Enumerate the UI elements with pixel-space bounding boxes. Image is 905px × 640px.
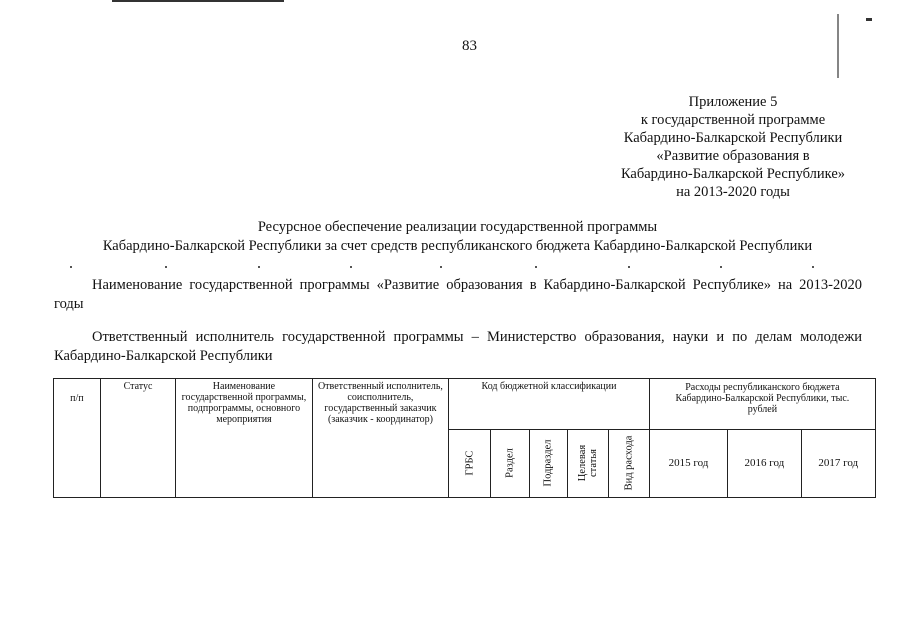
scan-dot	[165, 266, 167, 268]
scan-dot	[70, 266, 72, 268]
header-subsection	[529, 430, 568, 498]
scan-dot	[720, 266, 722, 268]
scan-dot	[440, 266, 442, 268]
header-target-text: Целевая статья	[577, 444, 600, 482]
header-name: Наименование государственной программы, подпрограммы, основного мероприятия	[176, 379, 312, 498]
header-subsection-text: Подраздел	[542, 439, 554, 487]
scan-dot	[812, 266, 814, 268]
header-target	[568, 430, 609, 498]
appendix-header	[603, 93, 863, 201]
header-year-2015: 2015 год	[649, 430, 727, 498]
title-line-2: Кабардино-Балкарской Республики за счет средств республиканского бюджета Кабардино-Балкарской Республики	[102, 238, 813, 254]
header-grbs-text: ГРБС	[464, 450, 476, 476]
header-budget-code: Код бюджетной классификации	[449, 379, 650, 430]
header-executor: Ответственный исполнитель, соисполнитель, государственный заказчик (заказчик - координатор)	[312, 379, 448, 498]
scan-dot	[350, 266, 352, 268]
scan-dot	[628, 266, 630, 268]
appendix-line: к государственной программе	[640, 112, 826, 128]
header-year-2017: 2017 год	[801, 430, 875, 498]
appendix-line: Кабардино-Балкарской Республике»	[620, 166, 846, 182]
scan-dot	[258, 266, 260, 268]
header-year-2016: 2016 год	[728, 430, 801, 498]
appendix-line: на 2013-2020 годы	[676, 184, 790, 200]
resource-table	[53, 378, 876, 498]
title-line-1: Ресурсное обеспечение реализации государственной программы	[257, 219, 658, 235]
appendix-line: Кабардино-Балкарской Республики	[623, 130, 843, 146]
header-kind-text: Вид расхода	[623, 435, 635, 491]
header-kind	[609, 430, 650, 498]
appendix-line: «Развитие образования в	[656, 148, 810, 164]
header-section	[490, 430, 529, 498]
header-status: Статус	[100, 379, 175, 498]
program-name-paragraph: Наименование государственной программы «Развитие образования в Кабардино-Балкарской Республике» на 2013-2020 годы	[54, 277, 862, 312]
header-expenses: Расходы республиканского бюджета Кабардино-Балкарской Республики, тыс. рублей	[649, 379, 875, 430]
scan-artifact-top	[112, 0, 284, 2]
document-title	[40, 218, 875, 256]
scan-artifact-right	[837, 14, 839, 78]
header-section-text: Раздел	[504, 448, 516, 478]
header-num: п/п	[54, 379, 101, 498]
responsible-executor-paragraph: Ответственный исполнитель государственной программы – Министерство образования, науки и по делам молодежи Кабардино-Балкарской Республики	[54, 329, 862, 364]
scan-artifact-right-tick	[866, 18, 872, 21]
scan-dot	[535, 266, 537, 268]
appendix-line: Приложение 5	[688, 94, 778, 110]
page-number: 83	[462, 38, 477, 54]
header-grbs	[449, 430, 491, 498]
